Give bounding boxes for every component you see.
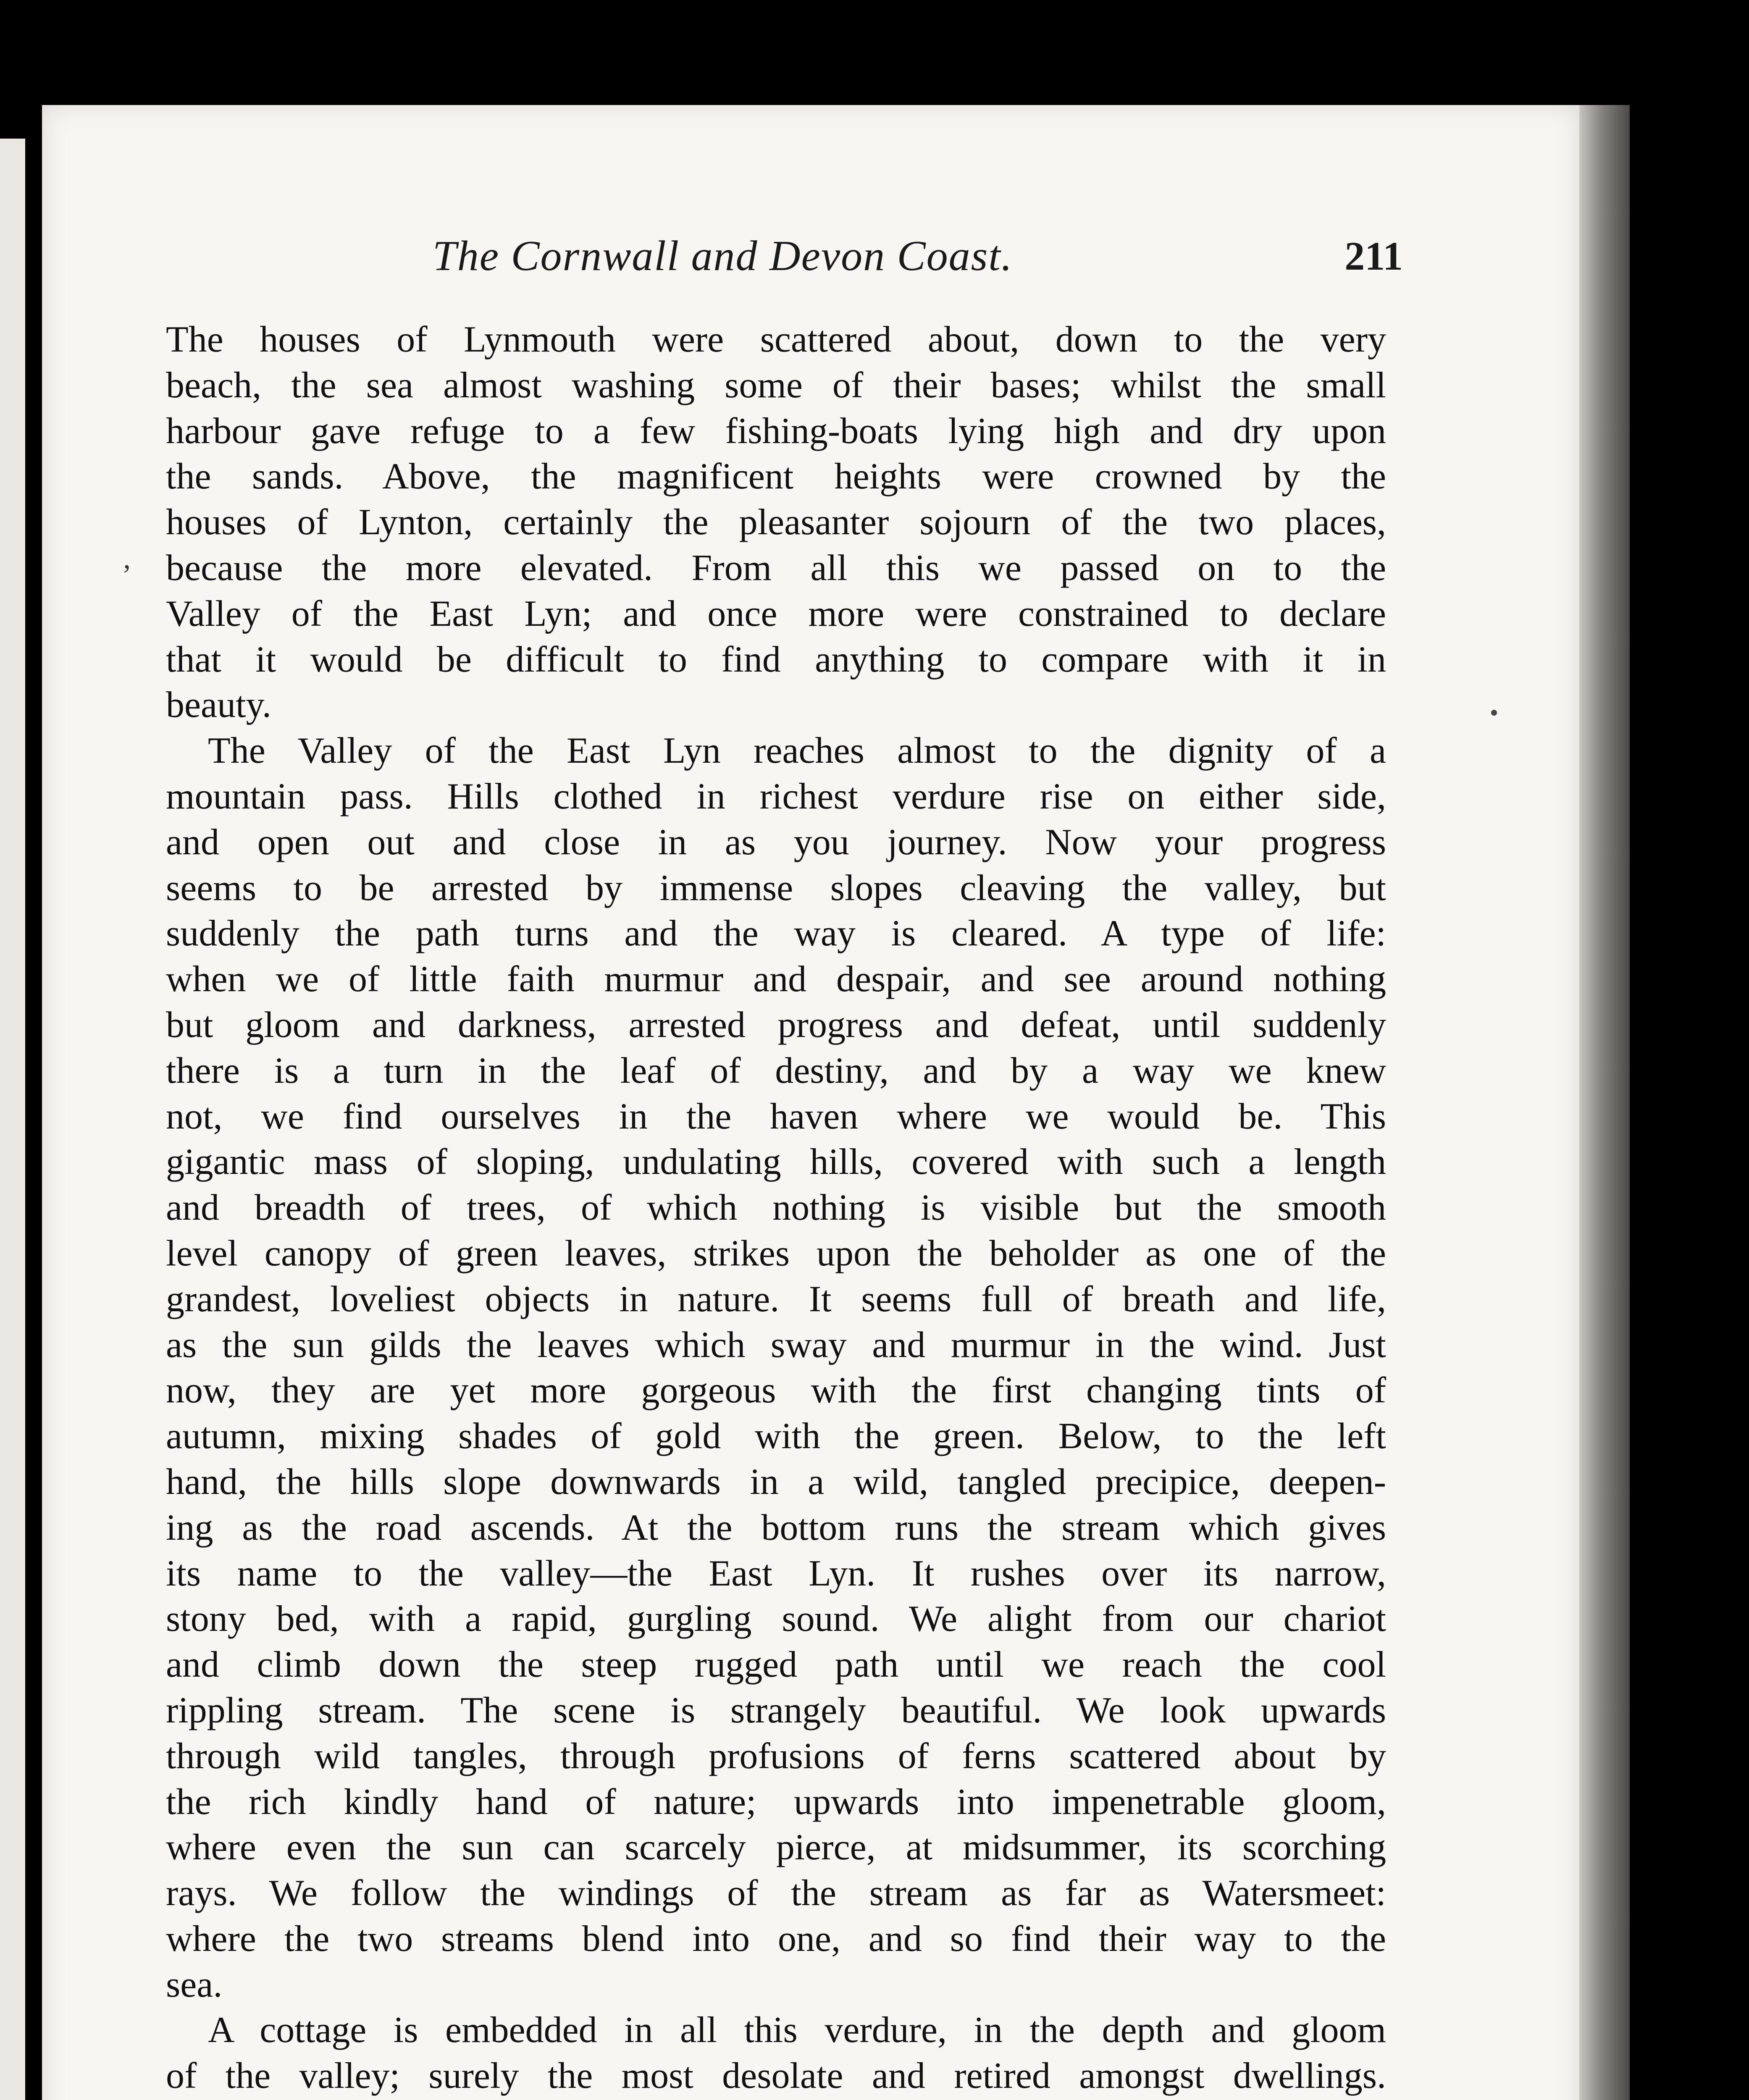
text-line: beauty. xyxy=(166,685,271,726)
text-line: and breadth of trees, of which nothing is visible but the smooth xyxy=(166,1187,1386,1228)
text-line: gigantic mass of sloping, undulating hills, covered with such a length xyxy=(166,1142,1386,1183)
text-line: seems to be arrested by immense slopes cleaving the valley, but xyxy=(166,867,1386,908)
text-line: the sands. Above, the magnificent heights were crowned by the xyxy=(166,456,1386,497)
page-binding-edge xyxy=(1579,105,1630,2100)
text-line: the rich kindly hand of nature; upwards into impenetrable gloom, xyxy=(166,1781,1386,1822)
text-line: grandest, loveliest objects in nature. It seems full of breath and life, xyxy=(166,1278,1386,1320)
text-line: autumn, mixing shades of gold with the green. Below, to the left xyxy=(166,1416,1386,1457)
text-line: rays. We follow the windings of the stream as far as Watersmeet: xyxy=(166,1873,1386,1914)
text-line: Valley of the East Lyn; and once more were constrained to declare xyxy=(166,593,1386,634)
text-line: because the more elevated. From all this we passed on to the xyxy=(166,547,1386,588)
text-line: of the valley; surely the most desolate and retired amongst dwellings. xyxy=(166,2055,1386,2097)
text-line: stony bed, with a rapid, gurgling sound. We alight from our chariot xyxy=(166,1599,1386,1640)
text-line: hand, the hills slope downwards in a wild, tangled precipice, deepen- xyxy=(166,1461,1386,1502)
text-line: harbour gave refuge to a few fishing-boats lying high and dry upon xyxy=(166,410,1386,452)
text-line: not, we find ourselves in the haven where we would be. This xyxy=(166,1096,1386,1137)
text-line: and climb down the steep rugged path until we reach the cool xyxy=(166,1644,1386,1685)
text-line: now, they are yet more gorgeous with the first changing tints of xyxy=(166,1370,1386,1411)
text-line: that it would be difficult to find anything to compare with it in xyxy=(166,639,1386,680)
page-header xyxy=(164,227,1403,286)
text-line: beach, the sea almost washing some of their bases; whilst the small xyxy=(166,365,1386,406)
paragraph-start: The Valley of the East Lyn reaches almost to the dignity of a xyxy=(208,730,1386,772)
text-line: mountain pass. Hills clothed in richest verdure rise on either side, xyxy=(166,776,1386,817)
stray-mark xyxy=(1491,710,1497,716)
text-line: but gloom and darkness, arrested progress and defeat, until suddenly xyxy=(166,1004,1386,1045)
text-line: rippling stream. The scene is strangely beautiful. We look upwards xyxy=(166,1690,1386,1731)
text-line: and open out and close in as you journey. Now your progress xyxy=(166,822,1386,863)
text-line: sea. xyxy=(166,1964,223,2005)
text-line: where the two streams blend into one, and so find their way to the xyxy=(166,1918,1386,1959)
text-line: through wild tangles, through profusions of ferns scattered about by xyxy=(166,1735,1386,1777)
text-line: where even the sun can scarcely pierce, at midsummer, its scorching xyxy=(166,1827,1386,1868)
body-text xyxy=(166,317,1386,2100)
margin-mark: ʼ xyxy=(122,559,132,591)
running-title: The Cornwall and Devon Coast. xyxy=(433,232,1013,280)
text-line: The houses of Lynmouth were scattered about, down to the very xyxy=(166,319,1386,360)
text-line: ing as the road ascends. At the bottom runs the stream which gives xyxy=(166,1507,1386,1548)
paragraph-start: A cottage is embedded in all this verdure, in the depth and gloom xyxy=(208,2010,1386,2051)
text-line: its name to the valley—the East Lyn. It rushes over its narrow, xyxy=(166,1553,1386,1594)
facing-page-edge xyxy=(0,139,25,2100)
page-number: 211 xyxy=(1345,234,1403,278)
text-line: suddenly the path turns and the way is cleared. A type of life: xyxy=(166,913,1386,954)
text-line: there is a turn in the leaf of destiny, and by a way we knew xyxy=(166,1050,1386,1091)
text-line: level canopy of green leaves, strikes upon the beholder as one of the xyxy=(166,1233,1386,1274)
text-line: houses of Lynton, certainly the pleasanter sojourn of the two places, xyxy=(166,502,1386,543)
text-line: when we of little faith murmur and despair, and see around nothing xyxy=(166,959,1386,1000)
text-line: as the sun gilds the leaves which sway and murmur in the wind. Just xyxy=(166,1324,1386,1365)
